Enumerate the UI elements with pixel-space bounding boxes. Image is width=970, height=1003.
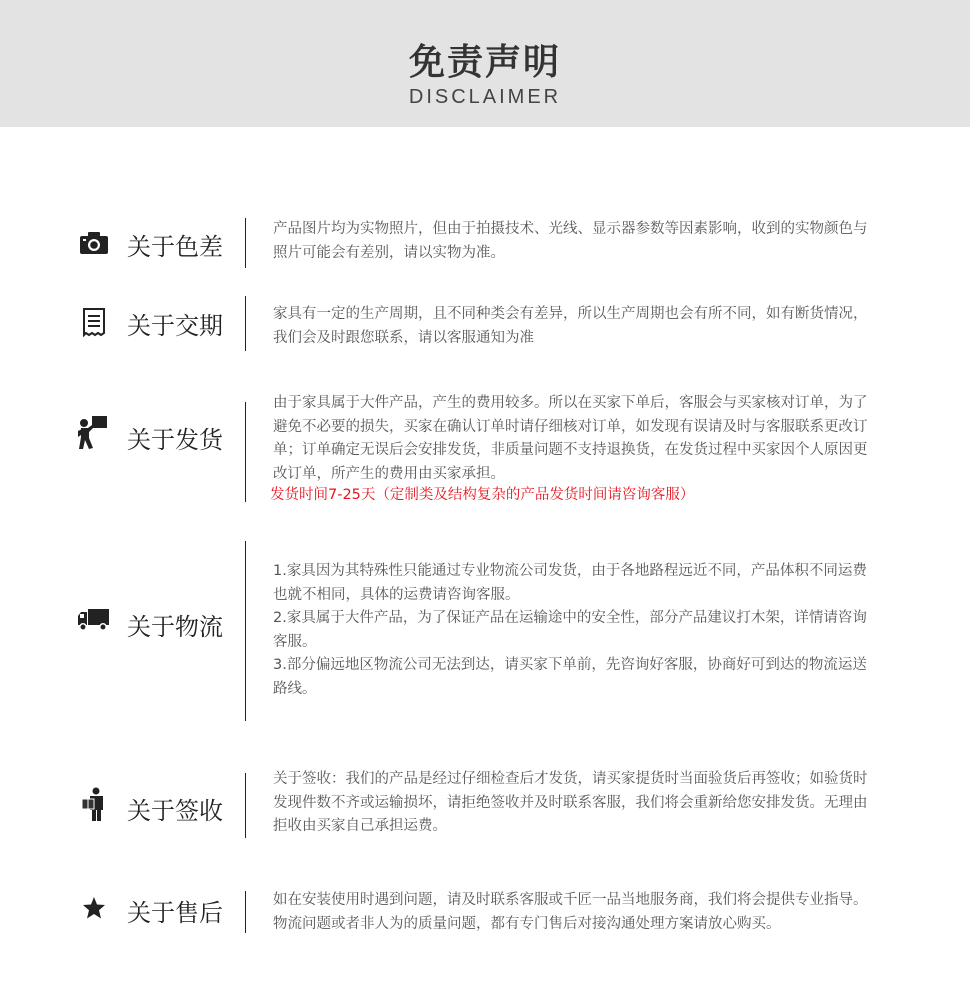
star-icon [76, 890, 112, 926]
camera-icon [76, 225, 112, 261]
section-text: 关于签收：我们的产品是经过仔细检查后才发货，请买家提货时当面验货后再签收；如验货时发现件数不齐或运输损坏，请拒绝签收并及时联系客服，我们将会重新给您安排发货。无理由拒收由买家自己承担运费。 [273, 771, 868, 834]
logistics-list [273, 560, 873, 701]
section-label: 关于色差 [127, 233, 223, 261]
list-item: 3.部分偏远地区物流公司无法到达，请买家下单前，先咨询好客服，协商好可到达的物流运送路线。 [273, 657, 867, 697]
section-signing [0, 770, 970, 840]
section-divider [245, 773, 246, 838]
section-logistics [0, 541, 970, 721]
section-text: 产品图片均为实物照片，但由于拍摄技术、光线、显示器参数等因素影响，收到的实物颜色与照片可能会有差别，请以实物为准。 [273, 221, 868, 261]
delivery-person-icon [76, 415, 112, 451]
section-divider [245, 402, 246, 502]
section-divider [245, 891, 246, 933]
page-title: 免责声明 [408, 42, 561, 83]
section-shipping [0, 390, 970, 505]
section-label: 关于签收 [127, 797, 223, 825]
section-label: 关于发货 [127, 426, 223, 454]
section-text: 如在安装使用时遇到问题，请及时联系客服或千匠一品当地服务商，我们将会提供专业指导。物流问题或者非人为的质量问题，都有专门售后对接沟通处理方案请放心购买。 [273, 892, 868, 932]
section-delivery-period [0, 296, 970, 356]
section-divider [245, 296, 246, 351]
section-divider [245, 218, 246, 268]
list-item: 1.家具因为其特殊性只能通过专业物流公司发货，由于各地路程远近不同，产品体积不同运费也就不相同，具体的运费请咨询客服。 [273, 563, 867, 603]
header-banner [0, 0, 970, 127]
list-item: 2.家具属于大件产品，为了保证产品在运输途中的安全性，部分产品建议打木架，详情请咨询客服。 [273, 610, 867, 650]
section-divider [245, 541, 246, 721]
section-label: 关于物流 [127, 613, 223, 641]
shipping-time-note: 发货时间7-25天（定制类及结构复杂的产品发货时间请咨询客服） [270, 487, 695, 503]
section-label: 关于交期 [127, 312, 223, 340]
receipt-icon [76, 304, 112, 340]
truck-icon [76, 602, 112, 638]
section-text: 由于家具属于大件产品，产生的费用较多。所以在买家下单后，客服会与买家核对订单，为了避免不必要的损失，买家在确认订单时请仔细核对订单，如发现有误请及时与客服联系更改订单；订单确定无误后会安排发货，非质量问题不支持退换货，在发货过程中买家因个人原因更改订单，所产生的费用由买家承担。 [273, 395, 868, 482]
section-after-sales [0, 886, 970, 966]
section-label: 关于售后 [127, 899, 223, 927]
courier-box-icon [76, 787, 112, 823]
page-subtitle: DISCLAIMER [408, 86, 562, 108]
section-text: 家具有一定的生产周期，且不同种类会有差异，所以生产周期也会有所不同，如有断货情况，我们会及时跟您联系，请以客服通知为准 [273, 306, 868, 346]
section-color-difference [0, 215, 970, 270]
